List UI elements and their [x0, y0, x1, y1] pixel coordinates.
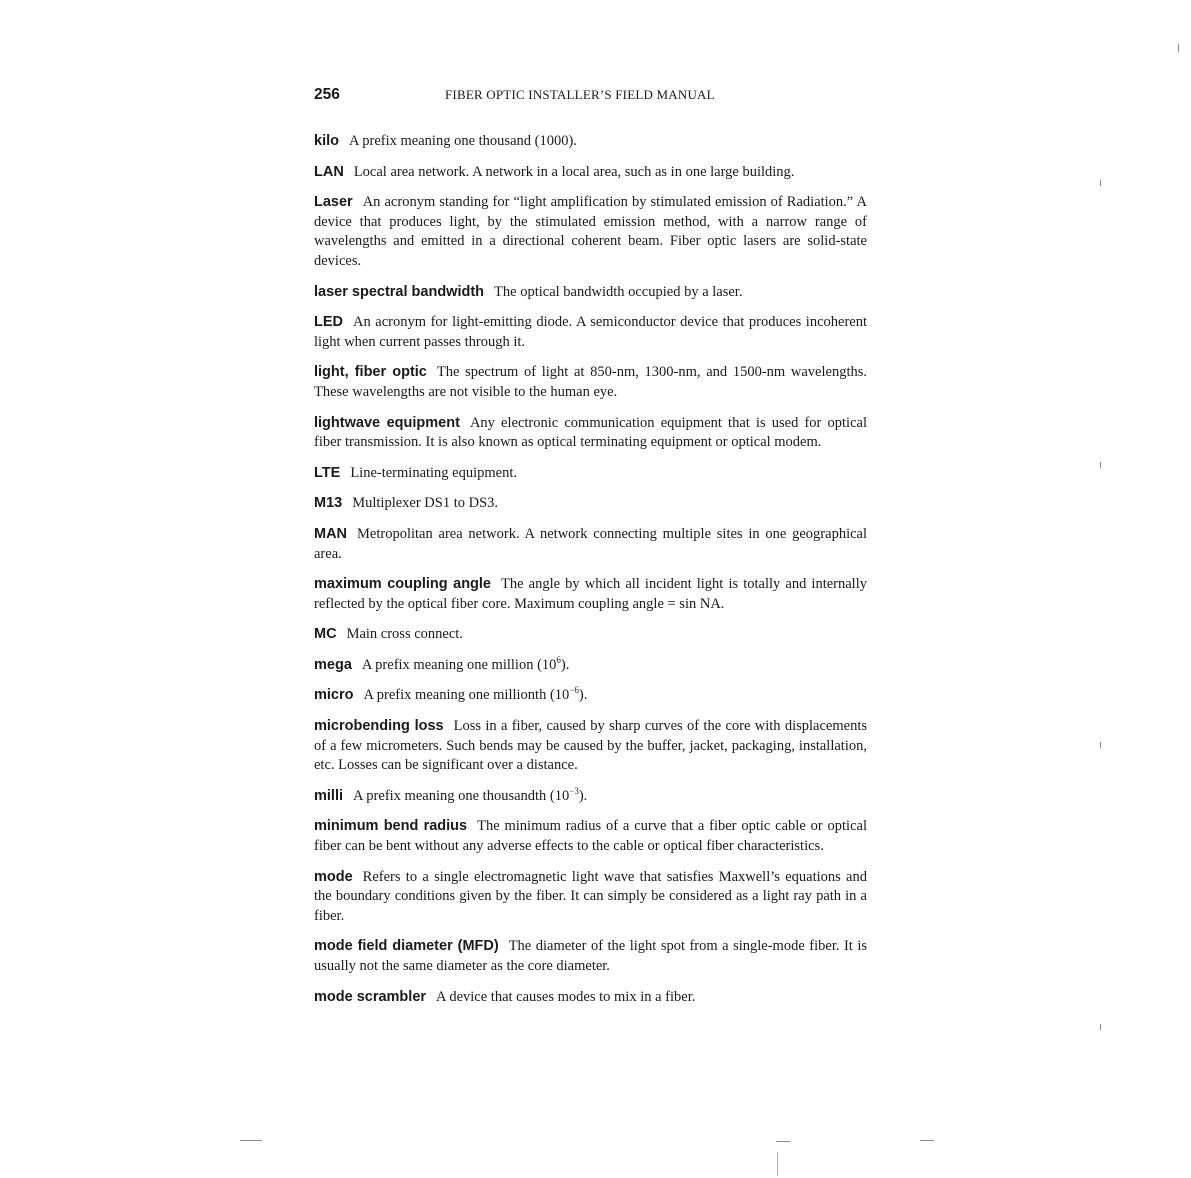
exponent: −6: [569, 685, 579, 696]
glossary-entry-micro: [314, 686, 867, 706]
glossary-entry-mode: [314, 868, 867, 927]
entry-definition: Loss in a fiber, caused by sharp curves of the core with displacements of a few micrometers. Such bends may be caused by the buffer, jacket, packaging, installation, etc. Losses can be significant over a distance.: [314, 718, 867, 774]
glossary-entry-minimum-bend-radius: [314, 817, 867, 856]
entry-term: laser spectral bandwidth: [314, 283, 485, 300]
entry-definition: A device that causes modes to mix in a fiber.: [436, 988, 696, 1005]
entry-term: mode scrambler: [314, 988, 427, 1005]
entry-definition: A prefix meaning one thousand (1000).: [348, 133, 577, 149]
entry-definition: A prefix meaning one thousandth (10: [353, 787, 570, 804]
glossary-entry-led: [314, 313, 867, 352]
entry-term: MC: [314, 626, 337, 643]
entry-definition: A prefix meaning one millionth (10: [363, 687, 570, 704]
entry-definition: An acronym standing for “light amplification by stimulated emission of Radiation.” A device that produces light, by the stimulated emission method, with a narrow range of wavelengths and emitted in a directional coherent beam. Fiber optic lasers are solid-state devices.: [314, 194, 867, 269]
entry-definition: Refers to a single electromagnetic light wave that satisfies Maxwell’s equations and the boundary conditions given by the fiber. It can simply be considered as a light ray path in a fiber.: [314, 868, 867, 924]
entry-definition: Line-terminating equipment.: [350, 464, 518, 481]
page-number: 256: [314, 86, 340, 103]
glossary-entry-man: [314, 525, 867, 564]
entry-term: mode: [314, 868, 353, 885]
exponent: 6: [556, 655, 561, 666]
entry-definition: The angle by which all incident light is totally and internally reflected by the optical fiber core. Maximum coupling angle = sin NA.: [314, 576, 867, 612]
glossary-entry-m13: [314, 494, 867, 514]
glossary-entry-light-fiber-optic: [314, 363, 867, 402]
entry-term: minimum bend radius: [314, 818, 468, 835]
page-header: [314, 86, 867, 104]
entry-term: microbending loss: [314, 718, 444, 735]
glossary-entry-lightwave-equipment: [314, 414, 867, 453]
entry-definition-end: ).: [578, 787, 588, 804]
scan-artifact-mark: [776, 1141, 790, 1142]
entry-definition: Metropolitan area network. A network connecting multiple sites in one geographical area.: [314, 525, 867, 562]
scan-artifact-mark: [777, 1152, 778, 1176]
entry-definition: Multiplexer DS1 to DS3.: [352, 495, 499, 512]
scan-artifact-mark: [1100, 180, 1101, 186]
entry-definition-end: ).: [578, 687, 588, 704]
entry-term: mode field diameter (MFD): [314, 938, 499, 955]
glossary-entry-maximum-coupling-angle: [314, 575, 867, 614]
entry-definition-end: ).: [560, 656, 570, 673]
entry-definition: The spectrum of light at 850-nm, 1300-nm, and 1500-nm wavelengths. These wavelengths are not visible to the human eye.: [314, 364, 867, 400]
entry-definition: Main cross connect.: [346, 626, 463, 643]
glossary-page: [314, 86, 867, 1018]
glossary-entry-kilo: [314, 132, 867, 152]
scan-artifact-mark: [1100, 1024, 1101, 1030]
exponent: −3: [569, 786, 579, 797]
scan-artifact-mark: [1178, 44, 1179, 52]
glossary-entry-microbending-loss: [314, 717, 867, 776]
entry-term: M13: [314, 495, 343, 512]
entry-definition: Local area network. A network in a local area, such as in one large building.: [353, 163, 795, 180]
entry-term: kilo: [314, 133, 339, 149]
glossary-entry-milli: [314, 787, 867, 807]
entry-term: lightwave equipment: [314, 414, 460, 431]
glossary-entry-lte: [314, 464, 867, 484]
entry-term: LED: [314, 314, 343, 331]
glossary-entry-mode-field-diameter: [314, 937, 867, 976]
entry-term: maximum coupling angle: [314, 576, 491, 593]
glossary-entry-laser: [314, 193, 867, 271]
scan-artifact-mark: [240, 1140, 262, 1141]
entry-term: light, fiber optic: [314, 364, 427, 381]
entry-definition: A prefix meaning one million (10: [361, 656, 557, 673]
entry-definition: The minimum radius of a curve that a fiber optic cable or optical fiber can be bent without any adverse effects to the cable or optical fiber characteristics.: [314, 818, 867, 855]
entry-definition: The optical bandwidth occupied by a laser.: [494, 283, 743, 300]
scan-artifact-mark: [920, 1140, 934, 1141]
glossary-entry-laser-spectral-bandwidth: [314, 283, 867, 303]
entry-definition: The diameter of the light spot from a single-mode fiber. It is usually not the same diameter as the core diameter.: [314, 938, 867, 974]
scan-artifact-mark: [1100, 462, 1101, 468]
glossary-entry-mc: [314, 625, 867, 645]
entry-term: LAN: [314, 163, 344, 180]
glossary-entry-mode-scrambler: [314, 988, 867, 1008]
entry-term: micro: [314, 687, 354, 704]
entry-definition: Any electronic communication equipment that is used for optical fiber transmission. It is also known as optical terminating equipment or optical modem.: [314, 414, 867, 451]
entry-definition: An acronym for light-emitting diode. A semiconductor device that produces incoherent light when current passes through it.: [314, 314, 867, 350]
scan-artifact-mark: [1100, 742, 1101, 748]
glossary-entry-lan: [314, 163, 867, 183]
entry-term: mega: [314, 656, 352, 673]
entry-term: Laser: [314, 194, 353, 211]
entry-term: LTE: [314, 464, 341, 481]
entry-term: MAN: [314, 525, 348, 542]
entry-term: milli: [314, 787, 344, 804]
glossary-entry-mega: [314, 656, 867, 676]
running-title: FIBER OPTIC INSTALLER’S FIELD MANUAL: [445, 87, 715, 102]
